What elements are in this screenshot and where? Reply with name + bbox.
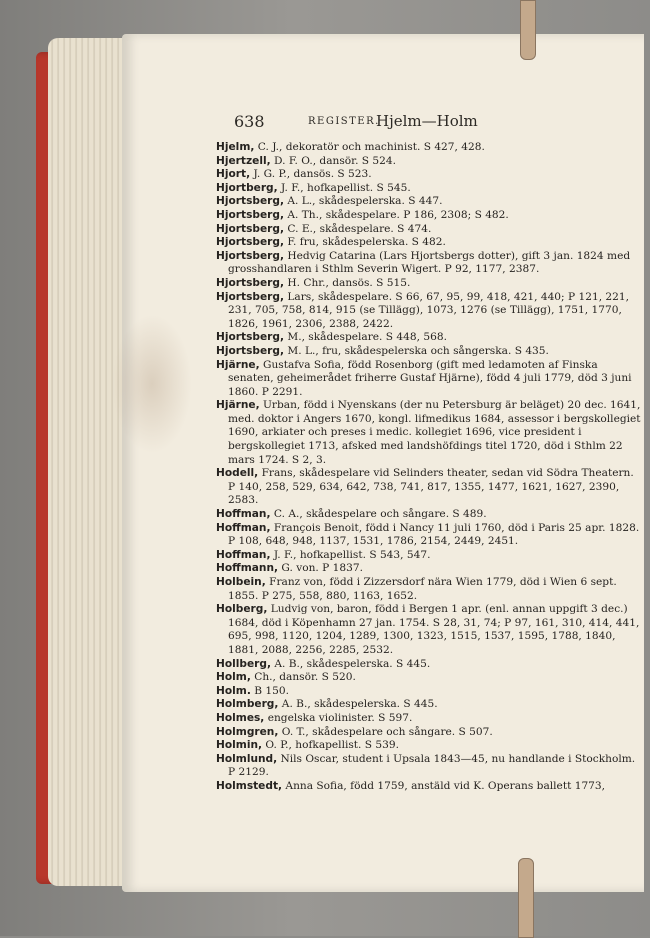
entry-headword: Hjortsberg, <box>216 249 284 262</box>
entry-headword: Hollberg, <box>216 657 272 670</box>
register-entry <box>216 603 644 657</box>
register-entry <box>216 549 644 563</box>
register-entry <box>216 195 644 209</box>
register-entry <box>216 522 644 549</box>
register-entry <box>216 331 644 345</box>
entry-headword: Holmgren, <box>216 725 279 738</box>
entry-headword: Hjelm, <box>216 141 255 153</box>
entry-text: A. B., skådespelerska. S 445. <box>274 657 431 670</box>
entry-text: J. F., hofkapellist. S 545. <box>281 181 411 194</box>
register-entry <box>216 223 644 237</box>
register-entry <box>216 685 644 699</box>
entry-headword: Hoffman, <box>216 548 271 561</box>
register-entry <box>216 399 644 467</box>
entry-headword: Hjortsberg, <box>216 331 284 344</box>
entry-text: C. E., skådespelare. S 474. <box>287 222 432 235</box>
entry-text: François Benoit, född i Nancy 11 juli 1760, död i Paris 25 apr. 1828. P 108, 648, 948, 1137, 1531, 1786, 2154, 2449, 2451. <box>228 521 640 548</box>
register-entry <box>216 739 644 753</box>
register-entry <box>216 508 644 522</box>
entry-headword: Hjortsberg, <box>216 195 284 208</box>
entry-text: M. L., fru, skådespelerska och sångerska. S 435. <box>287 344 549 357</box>
entry-headword: Hjärne, <box>216 399 260 412</box>
entry-text: O. P., hofkapellist. S 539. <box>265 739 399 752</box>
entry-headword: Hoffmann, <box>216 562 279 575</box>
entry-text: D. F. O., dansör. S 524. <box>273 154 397 167</box>
entry-headword: Holmlund, <box>216 752 278 765</box>
entry-headword: Hjortsberg, <box>216 208 284 221</box>
register-entry <box>216 671 644 685</box>
register-entry <box>216 359 644 400</box>
entry-text: Anna Sofia, född 1759, anstäld vid K. Operans ballett 1773, <box>285 779 606 792</box>
entry-text: A. Th., skådespelare. P 186, 2308; S 482. <box>287 208 509 221</box>
register-entry <box>216 182 644 196</box>
entry-headword: Hjärne, <box>216 358 260 371</box>
register-entry <box>216 155 644 169</box>
register-entry <box>216 712 644 726</box>
register-entry <box>216 562 644 576</box>
register-entry <box>216 236 644 250</box>
entry-text: G. von. P 1837. <box>281 562 363 575</box>
entry-text: C. J., dekoratör och machinist. S 427, 428. <box>257 141 485 153</box>
entry-headword: Holberg, <box>216 603 268 616</box>
entry-headword: Holmin, <box>216 739 263 752</box>
entry-text: Gustafva Sofia, född Rosenborg (gift med ledamoten af Finska senaten, geheimerådet friherre Gustaf Hjärne), född 4 juli 1779, död 3 juni 1860. P 2291. <box>228 358 632 398</box>
entry-text: Ch., dansör. S 520. <box>254 671 356 684</box>
entry-headword: Hjortsberg, <box>216 236 284 249</box>
register-entry <box>216 698 644 712</box>
entry-text: J. G. P., dansös. S 523. <box>253 168 372 181</box>
entry-text: F. fru, skådespelerska. S 482. <box>287 236 446 249</box>
entry-text: A. L., skådespelerska. S 447. <box>287 195 443 208</box>
register-entry <box>216 345 644 359</box>
entry-headword: Hjortsberg, <box>216 276 284 289</box>
running-head-range: Hjelm—Holm <box>376 112 478 130</box>
running-header <box>232 112 532 134</box>
entry-headword: Holmberg, <box>216 698 279 711</box>
register-entry <box>216 277 644 291</box>
entry-headword: Holmstedt, <box>216 779 283 792</box>
entry-headword: Holm, <box>216 671 251 684</box>
register-entry <box>216 141 644 155</box>
entry-text: Franz von, född i Zizzersdorf nära Wien 1779, död i Wien 6 sept. 1855. P 275, 558, 880, 1163, 1652. <box>228 576 617 602</box>
entry-headword: Hodell, <box>216 467 259 480</box>
entry-headword: Holm. <box>216 684 251 697</box>
page-number: 638 <box>234 112 265 131</box>
register-entry <box>216 576 644 603</box>
entry-headword: Hjortsberg, <box>216 290 284 303</box>
entry-headword: Hjortsberg, <box>216 344 284 357</box>
page-clip-bottom <box>518 858 534 938</box>
entry-headword: Hjertzell, <box>216 154 271 167</box>
entry-text: engelska violinister. S 597. <box>267 711 413 724</box>
entry-headword: Hoffman, <box>216 521 271 534</box>
entry-text: Nils Oscar, student i Upsala 1843—45, nu handlande i Stockholm. P 2129. <box>228 752 636 779</box>
register-entry <box>216 291 644 332</box>
entry-text: J. F., hofkapellist. S 543, 547. <box>273 548 431 561</box>
running-head-label: REGISTER. <box>308 116 380 127</box>
register-entry <box>216 658 644 672</box>
entry-headword: Hjortberg, <box>216 181 278 194</box>
register-entry <box>216 209 644 223</box>
entry-text: C. A., skådespelare och sångare. S 489. <box>273 508 487 521</box>
register-entries <box>216 141 644 794</box>
register-entry <box>216 753 644 780</box>
entry-text: Hedvig Catarina (Lars Hjortsbergs dotter), gift 3 jan. 1824 med grosshandlaren i Sthlm Severin Wigert. P 92, 1177, 2387. <box>228 249 631 276</box>
register-entry <box>216 467 644 508</box>
entry-text: Urban, född i Nyenskans (der nu Petersburg är beläget) 20 dec. 1641, med. doktor i Angers 1670, kongl. lifmedikus 1684, assessor i bergskollegiet 1690, arkiater och preses i medic. kollegiet 1696, vice president i bergskollegiet 1713, afsked med landshöfdings titel 1720, död i Sthlm 22 mars 1724. S 2, 3. <box>228 399 641 466</box>
entry-text: H. Chr., dansös. S 515. <box>287 276 411 289</box>
entry-text: A. B., skådespelerska. S 445. <box>281 698 438 711</box>
entry-text: Ludvig von, baron, född i Bergen 1 apr. (enl. annan uppgift 3 dec.) 1684, död i Köpenhamn 27 jan. 1754. S 28, 31, 74; P 97, 161, 310, 414, 441, 695, 998, 1120, 1204, 1289, 1300, 1323, 1515, 1537, 1595, 1788, 1840, 1881, 2088, 2256, 2285, 2532. <box>228 603 640 656</box>
entry-text: M., skådespelare. S 448, 568. <box>287 331 447 344</box>
entry-text: O. T., skådespelare och sångare. S 507. <box>281 725 493 738</box>
page-clip-top <box>520 0 536 60</box>
entry-headword: Holmes, <box>216 711 265 724</box>
entry-headword: Hjort, <box>216 168 251 181</box>
entry-headword: Holbein, <box>216 576 266 588</box>
entry-headword: Hjortsberg, <box>216 222 284 235</box>
entry-text: Frans, skådespelare vid Selinders theater, sedan vid Södra Theatern. P 140, 258, 529, 634, 642, 738, 741, 817, 1355, 1477, 1621, 1627, 2390, 2583. <box>228 467 634 507</box>
register-entry <box>216 168 644 182</box>
entry-text: Lars, skådespelare. S 66, 67, 95, 99, 418, 421, 440; P 121, 221, 231, 705, 758, 814, 915 (se Tillägg), 1073, 1276 (se Tillägg), 1751, 1770, 1826, 1961, 2306, 2388, 2422. <box>228 290 630 330</box>
entry-text: B 150. <box>254 684 289 697</box>
entry-headword: Hoffman, <box>216 508 271 521</box>
register-entry <box>216 250 644 277</box>
register-entry <box>216 726 644 740</box>
register-entry <box>216 780 644 794</box>
